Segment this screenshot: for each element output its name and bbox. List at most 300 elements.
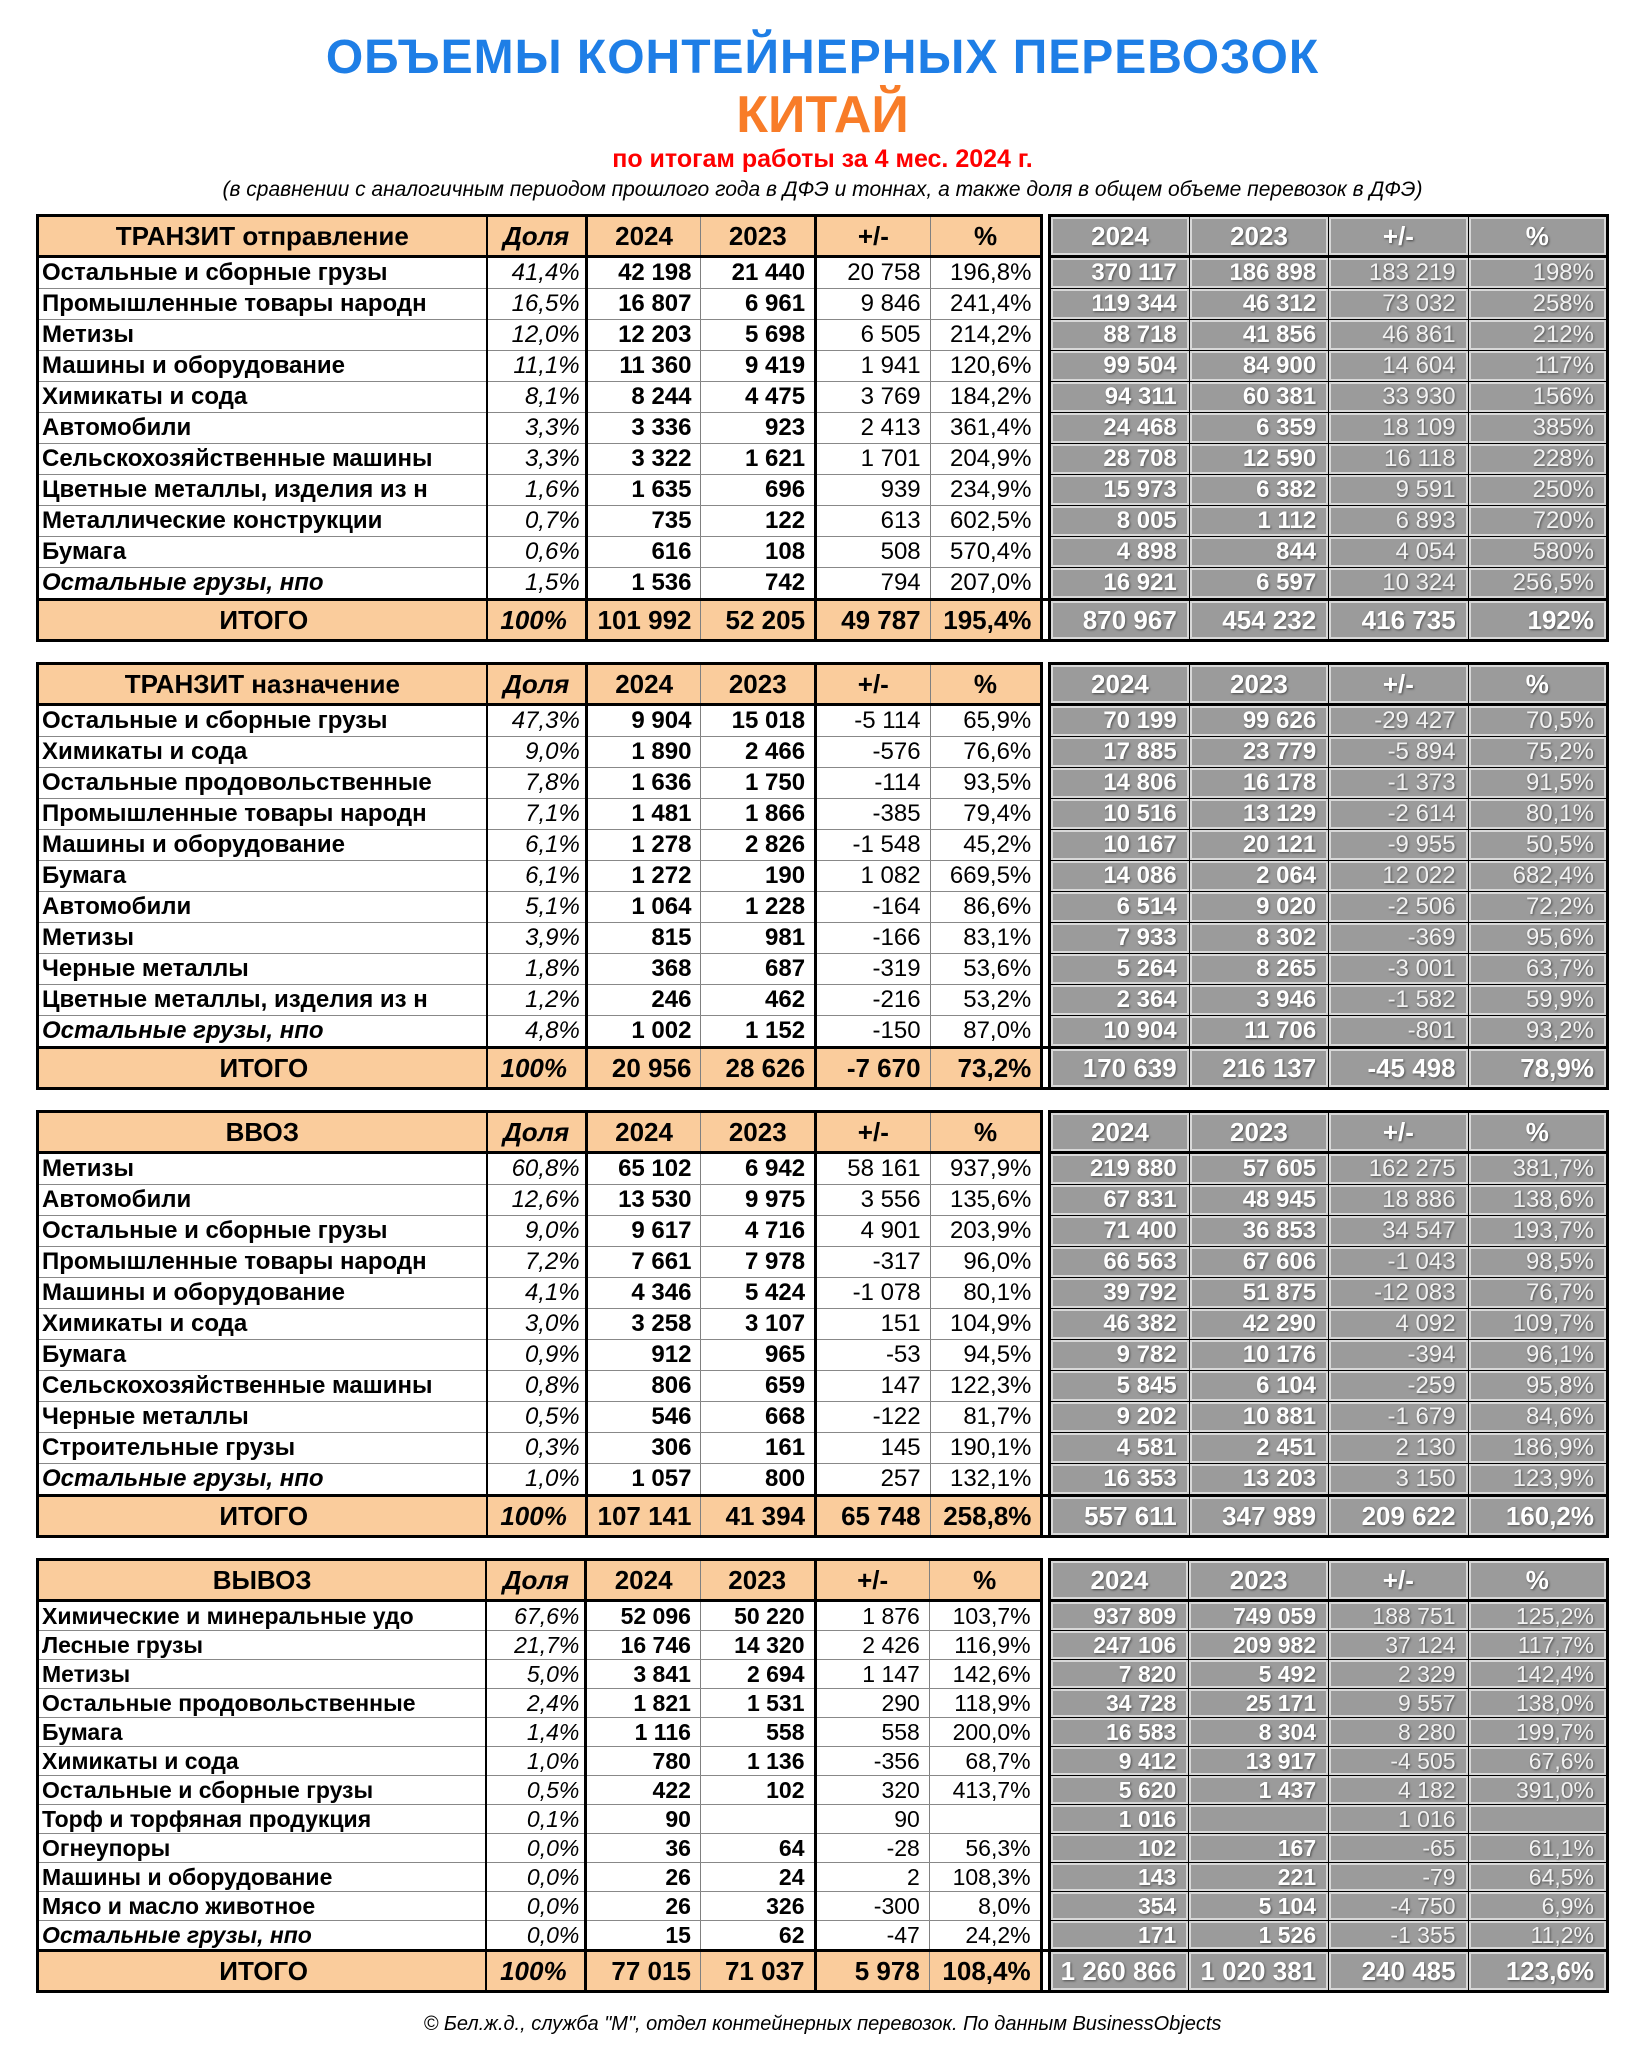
cell-teu-delta: 2 <box>815 1863 929 1892</box>
table-row <box>38 444 1608 475</box>
table-row <box>38 923 1608 954</box>
cell-tonnes-2023: 13 129 <box>1189 799 1329 830</box>
cell-tonnes-2024: 99 504 <box>1050 351 1189 382</box>
row-label: Машины и оборудование <box>38 830 487 861</box>
row-label: Металлические конструкции <box>38 506 487 537</box>
cell-tonnes-2024: 39 792 <box>1050 1278 1189 1309</box>
cell-teu-2024: 11 360 <box>586 351 701 382</box>
row-label: Остальные и сборные грузы <box>38 705 487 737</box>
col-header-tonnes-pct: % <box>1468 1560 1607 1601</box>
cell-tonnes-2024: 370 117 <box>1050 257 1189 289</box>
cell-tonnes-delta: -2 506 <box>1329 892 1468 923</box>
total-teu-pct: 258,8% <box>930 1496 1042 1537</box>
row-label: Сельскохозяйственные машины <box>38 1371 487 1402</box>
cell-tonnes-2024: 5 620 <box>1049 1776 1189 1805</box>
cell-tonnes-pct: 138,6% <box>1468 1185 1607 1216</box>
cell-tonnes-delta: -1 679 <box>1329 1402 1468 1433</box>
total-share: 100% <box>487 1048 587 1089</box>
cell-teu-2023: 1 152 <box>701 1016 816 1048</box>
section-gap <box>1041 1660 1049 1689</box>
section-gap <box>1041 1747 1049 1776</box>
cell-teu-delta: -216 <box>816 985 931 1016</box>
cell-tonnes-pct: 91,5% <box>1468 768 1607 799</box>
table-row <box>38 705 1608 737</box>
table-title: ТРАНЗИТ назначение <box>38 664 487 705</box>
cell-tonnes-2024: 8 005 <box>1050 506 1189 537</box>
cell-tonnes-pct: 381,7% <box>1468 1153 1607 1185</box>
cell-tonnes-2023: 16 178 <box>1189 768 1329 799</box>
cell-teu-delta: 939 <box>816 475 931 506</box>
cell-tonnes-2024: 94 311 <box>1050 382 1189 413</box>
cell-tonnes-2024: 7 820 <box>1049 1660 1189 1689</box>
total-tonnes-2023: 216 137 <box>1189 1048 1329 1089</box>
cell-teu-pct: 602,5% <box>930 506 1042 537</box>
cell-teu-pct: 45,2% <box>930 830 1042 861</box>
total-tonnes-delta: -45 498 <box>1329 1048 1468 1089</box>
cell-teu-2023: 5 424 <box>701 1278 816 1309</box>
table-row <box>38 413 1608 444</box>
cell-tonnes-delta: 9 591 <box>1329 475 1468 506</box>
row-label: Сельскохозяйственные машины <box>38 444 487 475</box>
cell-tonnes-2024: 354 <box>1049 1892 1189 1921</box>
total-teu-delta: 49 787 <box>816 600 931 641</box>
total-teu-2024: 77 015 <box>586 1951 701 1992</box>
cell-tonnes-2023: 48 945 <box>1189 1185 1328 1216</box>
total-teu-delta: 5 978 <box>815 1951 929 1992</box>
col-header-tonnes-y2024: 2024 <box>1049 1560 1189 1601</box>
row-label: Остальные и сборные грузы <box>38 1776 487 1805</box>
table-row <box>38 506 1608 537</box>
cell-teu-2023 <box>700 1805 815 1834</box>
cell-tonnes-2024: 46 382 <box>1050 1309 1189 1340</box>
section-gap <box>1042 892 1050 923</box>
cell-teu-delta: 6 505 <box>816 320 931 351</box>
row-label: Машины и оборудование <box>38 1863 487 1892</box>
row-label: Промышленные товары народн <box>38 1247 487 1278</box>
row-label: Остальные грузы, нпо <box>38 568 487 600</box>
totals-label: ИТОГО <box>38 1951 487 1992</box>
section-gap <box>1042 768 1050 799</box>
table-row <box>38 1309 1608 1340</box>
cell-tonnes-2023: 23 779 <box>1189 737 1329 768</box>
cell-tonnes-2023: 186 898 <box>1189 257 1328 289</box>
cell-teu-delta: -385 <box>816 799 931 830</box>
row-label: Остальные грузы, нпо <box>38 1464 487 1496</box>
cell-teu-delta: 1 082 <box>816 861 931 892</box>
cell-teu-pct: 53,6% <box>930 954 1042 985</box>
cell-teu-delta: 508 <box>816 537 931 568</box>
cell-teu-delta: -150 <box>816 1016 931 1048</box>
row-label: Химикаты и сода <box>38 1747 487 1776</box>
cell-tonnes-2024: 247 106 <box>1049 1631 1189 1660</box>
cell-tonnes-pct: 123,9% <box>1468 1464 1607 1496</box>
total-share: 100% <box>487 600 587 641</box>
cell-tonnes-delta: -1 043 <box>1329 1247 1468 1278</box>
cell-teu-delta: 58 161 <box>816 1153 931 1185</box>
cell-tonnes-2024: 7 933 <box>1050 923 1190 954</box>
cell-tonnes-delta: -4 750 <box>1329 1892 1468 1921</box>
cell-teu-2023: 668 <box>701 1402 816 1433</box>
table-title: ТРАНЗИТ отправление <box>38 216 487 257</box>
section-gap <box>1041 1718 1049 1747</box>
cell-teu-delta: -1 548 <box>816 830 931 861</box>
row-label: Остальные и сборные грузы <box>38 1216 487 1247</box>
cell-share: 0,5% <box>487 1402 587 1433</box>
row-label: Автомобили <box>38 413 487 444</box>
row-label: Машины и оборудование <box>38 1278 487 1309</box>
cell-share: 1,5% <box>487 568 587 600</box>
row-label: Остальные и сборные грузы <box>38 257 487 289</box>
cell-tonnes-delta: 162 275 <box>1329 1153 1468 1185</box>
cell-tonnes-2023: 6 359 <box>1189 413 1328 444</box>
cell-tonnes-pct: 142,4% <box>1468 1660 1607 1689</box>
table-row <box>38 1601 1608 1631</box>
cell-share: 67,6% <box>486 1601 586 1631</box>
cell-teu-2024: 3 336 <box>586 413 701 444</box>
section-gap <box>1041 1834 1049 1863</box>
row-label: Метизы <box>38 1660 487 1689</box>
page-subtitle-country: КИТАЙ <box>736 86 909 144</box>
col-header-y2024: 2024 <box>586 1112 701 1153</box>
cell-tonnes-2023: 9 020 <box>1189 892 1329 923</box>
cell-tonnes-2024: 16 583 <box>1049 1718 1189 1747</box>
table-row <box>38 1660 1608 1689</box>
total-tonnes-pct: 78,9% <box>1468 1048 1607 1089</box>
cell-tonnes-delta: 2 130 <box>1329 1433 1468 1464</box>
row-label: Химикаты и сода <box>38 1309 487 1340</box>
table-row <box>38 1371 1608 1402</box>
col-header-delta: +/- <box>815 1560 929 1601</box>
row-label: Мясо и масло животное <box>38 1892 487 1921</box>
cell-teu-pct: 104,9% <box>930 1309 1042 1340</box>
cell-teu-2024: 246 <box>586 985 701 1016</box>
cell-teu-2024: 1 064 <box>586 892 701 923</box>
cell-tonnes-2023: 67 606 <box>1189 1247 1328 1278</box>
cell-tonnes-delta: 2 329 <box>1329 1660 1468 1689</box>
cell-teu-2023: 4 475 <box>701 382 816 413</box>
cell-teu-2023: 1 750 <box>701 768 816 799</box>
row-label: Лесные грузы <box>38 1631 487 1660</box>
cell-tonnes-pct: 61,1% <box>1468 1834 1607 1863</box>
cell-tonnes-2023: 8 265 <box>1189 954 1329 985</box>
cell-tonnes-2023: 1 112 <box>1189 506 1328 537</box>
cell-tonnes-2023: 209 982 <box>1189 1631 1329 1660</box>
cell-tonnes-2024: 937 809 <box>1049 1601 1189 1631</box>
section-gap <box>1042 1153 1050 1185</box>
cell-teu-delta: 145 <box>816 1433 931 1464</box>
cell-tonnes-delta: -5 894 <box>1329 737 1468 768</box>
cell-teu-pct: 122,3% <box>930 1371 1042 1402</box>
cell-teu-2024: 1 635 <box>586 475 701 506</box>
section-gap <box>1042 1309 1050 1340</box>
cell-share: 5,0% <box>486 1660 586 1689</box>
cell-teu-delta: -300 <box>815 1892 929 1921</box>
cell-tonnes-delta: -12 083 <box>1329 1278 1468 1309</box>
cell-teu-2023: 2 826 <box>701 830 816 861</box>
cell-tonnes-2023: 84 900 <box>1189 351 1328 382</box>
cell-teu-pct: 108,3% <box>929 1863 1041 1892</box>
cell-share: 0,0% <box>486 1863 586 1892</box>
table-row <box>38 537 1608 568</box>
table-export <box>36 1558 1609 1993</box>
cell-share: 3,3% <box>487 413 587 444</box>
total-tonnes-pct: 192% <box>1468 600 1607 641</box>
cell-teu-delta: 3 556 <box>816 1185 931 1216</box>
cell-teu-2023: 1 228 <box>701 892 816 923</box>
cell-tonnes-pct: 50,5% <box>1468 830 1607 861</box>
cell-teu-delta: 90 <box>815 1805 929 1834</box>
cell-teu-2024: 8 244 <box>586 382 701 413</box>
cell-teu-delta: 20 758 <box>816 257 931 289</box>
section-gap <box>1042 444 1050 475</box>
cell-teu-2023: 108 <box>701 537 816 568</box>
table-row <box>38 737 1608 768</box>
cell-tonnes-pct: 682,4% <box>1468 861 1607 892</box>
cell-share: 47,3% <box>487 705 587 737</box>
cell-teu-2024: 1 057 <box>586 1464 701 1496</box>
table-row <box>38 1863 1608 1892</box>
table-row <box>38 1153 1608 1185</box>
cell-tonnes-2024: 102 <box>1049 1834 1189 1863</box>
cell-share: 12,0% <box>487 320 587 351</box>
cell-teu-delta: -5 114 <box>816 705 931 737</box>
section-gap <box>1041 1951 1049 1992</box>
cell-tonnes-2023: 46 312 <box>1189 289 1328 320</box>
cell-teu-2023: 965 <box>701 1340 816 1371</box>
table-row <box>38 568 1608 600</box>
cell-tonnes-pct: 250% <box>1468 475 1607 506</box>
cell-teu-2024: 7 661 <box>586 1247 701 1278</box>
section-gap <box>1041 1560 1049 1601</box>
cell-teu-2024: 9 904 <box>586 705 701 737</box>
total-teu-2024: 20 956 <box>586 1048 701 1089</box>
cell-tonnes-pct: 256,5% <box>1468 568 1607 600</box>
table-row <box>38 1402 1608 1433</box>
cell-share: 0,0% <box>486 1892 586 1921</box>
cell-share: 0,7% <box>487 506 587 537</box>
cell-tonnes-pct: 156% <box>1468 382 1607 413</box>
cell-tonnes-delta: 188 751 <box>1329 1601 1468 1631</box>
cell-tonnes-2024: 10 516 <box>1050 799 1190 830</box>
cell-tonnes-delta: -2 614 <box>1329 799 1468 830</box>
cell-tonnes-2024: 9 202 <box>1050 1402 1189 1433</box>
cell-share: 9,0% <box>487 1216 587 1247</box>
section-gap <box>1042 1185 1050 1216</box>
table-row <box>38 1464 1608 1496</box>
table-row <box>38 985 1608 1016</box>
row-label: Химикаты и сода <box>38 382 487 413</box>
col-header-pct: % <box>930 664 1042 705</box>
cell-teu-2024: 4 346 <box>586 1278 701 1309</box>
table-row <box>38 475 1608 506</box>
cell-teu-2024: 13 530 <box>586 1185 701 1216</box>
cell-teu-delta: 290 <box>815 1689 929 1718</box>
cell-teu-delta: -164 <box>816 892 931 923</box>
cell-teu-2023: 14 320 <box>700 1631 815 1660</box>
cell-share: 41,4% <box>487 257 587 289</box>
cell-tonnes-delta: 14 604 <box>1329 351 1468 382</box>
cell-share: 12,6% <box>487 1185 587 1216</box>
table-row <box>38 830 1608 861</box>
cell-teu-delta: -114 <box>816 768 931 799</box>
col-header-y2023: 2023 <box>701 664 816 705</box>
cell-teu-2024: 735 <box>586 506 701 537</box>
cell-teu-2023: 1 621 <box>701 444 816 475</box>
table-row <box>38 1892 1608 1921</box>
section-gap <box>1042 705 1050 737</box>
cell-tonnes-delta: 4 092 <box>1329 1309 1468 1340</box>
cell-teu-2023: 4 716 <box>701 1216 816 1247</box>
cell-teu-2023: 24 <box>700 1863 815 1892</box>
section-gap <box>1042 1048 1050 1089</box>
cell-teu-2024: 1 272 <box>586 861 701 892</box>
cell-share: 9,0% <box>487 737 587 768</box>
cell-teu-2024: 1 536 <box>586 568 701 600</box>
cell-teu-2023: 923 <box>701 413 816 444</box>
cell-tonnes-2024: 6 514 <box>1050 892 1190 923</box>
cell-teu-pct: 214,2% <box>930 320 1042 351</box>
cell-tonnes-pct: 70,5% <box>1468 705 1607 737</box>
cell-teu-delta: -47 <box>815 1921 929 1951</box>
col-header-tonnes-y2023: 2023 <box>1189 216 1328 257</box>
cell-tonnes-2024: 70 199 <box>1050 705 1190 737</box>
page-title: ОБЪЕМЫ КОНТЕЙНЕРНЫХ ПЕРЕВОЗОК <box>325 31 1320 84</box>
row-label: Остальные грузы, нпо <box>38 1016 487 1048</box>
cell-tonnes-2023: 13 203 <box>1189 1464 1328 1496</box>
cell-tonnes-2024: 88 718 <box>1050 320 1189 351</box>
cell-teu-2023: 696 <box>701 475 816 506</box>
cell-tonnes-pct: 212% <box>1468 320 1607 351</box>
section-gap <box>1041 1601 1049 1631</box>
page-subtitle-period: по итогам работы за 4 мес. 2024 г. <box>612 145 1033 173</box>
cell-teu-2023: 6 942 <box>701 1153 816 1185</box>
cell-teu-2023: 2 694 <box>700 1660 815 1689</box>
cell-share: 16,5% <box>487 289 587 320</box>
row-label: Строительные грузы <box>38 1433 487 1464</box>
total-tonnes-2023: 347 989 <box>1189 1496 1328 1537</box>
cell-teu-delta: 147 <box>816 1371 931 1402</box>
cell-tonnes-delta: 4 054 <box>1329 537 1468 568</box>
cell-teu-pct: 200,0% <box>929 1718 1041 1747</box>
section-gap <box>1042 257 1050 289</box>
cell-teu-pct: 53,2% <box>930 985 1042 1016</box>
col-header-share: Доля <box>487 664 587 705</box>
cell-tonnes-delta: -801 <box>1329 1016 1468 1048</box>
cell-tonnes-2024: 14 806 <box>1050 768 1190 799</box>
cell-teu-pct: 76,6% <box>930 737 1042 768</box>
section-gap <box>1042 1112 1050 1153</box>
cell-teu-2024: 52 096 <box>586 1601 701 1631</box>
section-gap <box>1041 1689 1049 1718</box>
cell-tonnes-pct: 75,2% <box>1468 737 1607 768</box>
cell-teu-2023: 558 <box>700 1718 815 1747</box>
cell-tonnes-2024: 5 845 <box>1050 1371 1189 1402</box>
table-row <box>38 1016 1608 1048</box>
header-row <box>38 1560 1608 1601</box>
cell-tonnes-delta: 12 022 <box>1329 861 1468 892</box>
cell-tonnes-delta: -29 427 <box>1329 705 1468 737</box>
cell-teu-2024: 9 617 <box>586 1216 701 1247</box>
cell-tonnes-pct: 6,9% <box>1468 1892 1607 1921</box>
cell-teu-2024: 65 102 <box>586 1153 701 1185</box>
cell-tonnes-pct: 95,6% <box>1468 923 1607 954</box>
col-header-share: Доля <box>487 216 587 257</box>
cell-teu-pct: 103,7% <box>929 1601 1041 1631</box>
cell-teu-2024: 616 <box>586 537 701 568</box>
cell-teu-2024: 306 <box>586 1433 701 1464</box>
row-label: Цветные металлы, изделия из н <box>38 985 487 1016</box>
col-header-tonnes-y2023: 2023 <box>1189 1112 1328 1153</box>
cell-share: 0,3% <box>487 1433 587 1464</box>
col-header-y2023: 2023 <box>701 216 816 257</box>
cell-share: 11,1% <box>487 351 587 382</box>
cell-tonnes-pct: 84,6% <box>1468 1402 1607 1433</box>
section-gap <box>1042 1247 1050 1278</box>
cell-teu-2024: 1 116 <box>586 1718 701 1747</box>
cell-teu-delta: 257 <box>816 1464 931 1496</box>
cell-share: 0,9% <box>487 1340 587 1371</box>
cell-tonnes-pct: 11,2% <box>1468 1921 1607 1951</box>
cell-teu-pct: 669,5% <box>930 861 1042 892</box>
cell-teu-delta: 9 846 <box>816 289 931 320</box>
col-header-y2024: 2024 <box>586 664 701 705</box>
cell-teu-pct: 94,5% <box>930 1340 1042 1371</box>
cell-teu-pct: 79,4% <box>930 799 1042 830</box>
table-row <box>38 1631 1608 1660</box>
cell-teu-2024: 16 807 <box>586 289 701 320</box>
col-header-tonnes-delta: +/- <box>1329 216 1468 257</box>
col-header-delta: +/- <box>816 1112 931 1153</box>
total-teu-delta: 65 748 <box>816 1496 931 1537</box>
cell-tonnes-2023: 10 176 <box>1189 1340 1328 1371</box>
cell-teu-2023: 190 <box>701 861 816 892</box>
cell-teu-pct: 184,2% <box>930 382 1042 413</box>
cell-teu-2023: 6 961 <box>701 289 816 320</box>
cell-teu-pct: 241,4% <box>930 289 1042 320</box>
cell-teu-delta: 1 941 <box>816 351 931 382</box>
cell-teu-delta: 1 876 <box>815 1601 929 1631</box>
cell-tonnes-delta: 9 557 <box>1329 1689 1468 1718</box>
row-label: Бумага <box>38 1340 487 1371</box>
total-teu-2024: 101 992 <box>586 600 701 641</box>
cell-tonnes-2024: 14 086 <box>1050 861 1190 892</box>
cell-teu-2024: 36 <box>586 1834 701 1863</box>
cell-tonnes-pct: 76,7% <box>1468 1278 1607 1309</box>
cell-tonnes-delta: 3 150 <box>1329 1464 1468 1496</box>
cell-tonnes-2023: 167 <box>1189 1834 1329 1863</box>
cell-tonnes-pct: 138,0% <box>1468 1689 1607 1718</box>
cell-teu-pct: 120,6% <box>930 351 1042 382</box>
col-header-y2024: 2024 <box>586 216 701 257</box>
cell-teu-2023: 5 698 <box>701 320 816 351</box>
cell-teu-2024: 42 198 <box>586 257 701 289</box>
cell-tonnes-delta: -259 <box>1329 1371 1468 1402</box>
cell-share: 5,1% <box>487 892 587 923</box>
cell-tonnes-pct: 385% <box>1468 413 1607 444</box>
row-label: Метизы <box>38 320 487 351</box>
cell-teu-delta: 151 <box>816 1309 931 1340</box>
cell-teu-pct: 203,9% <box>930 1216 1042 1247</box>
cell-teu-2023: 687 <box>701 954 816 985</box>
cell-tonnes-pct: 98,5% <box>1468 1247 1607 1278</box>
cell-tonnes-pct: 72,2% <box>1468 892 1607 923</box>
row-label: Промышленные товары народн <box>38 799 487 830</box>
cell-tonnes-2023: 6 597 <box>1189 568 1328 600</box>
cell-share: 0,0% <box>486 1834 586 1863</box>
section-gap <box>1042 289 1050 320</box>
cell-tonnes-2024: 171 <box>1049 1921 1189 1951</box>
cell-share: 1,0% <box>486 1747 586 1776</box>
